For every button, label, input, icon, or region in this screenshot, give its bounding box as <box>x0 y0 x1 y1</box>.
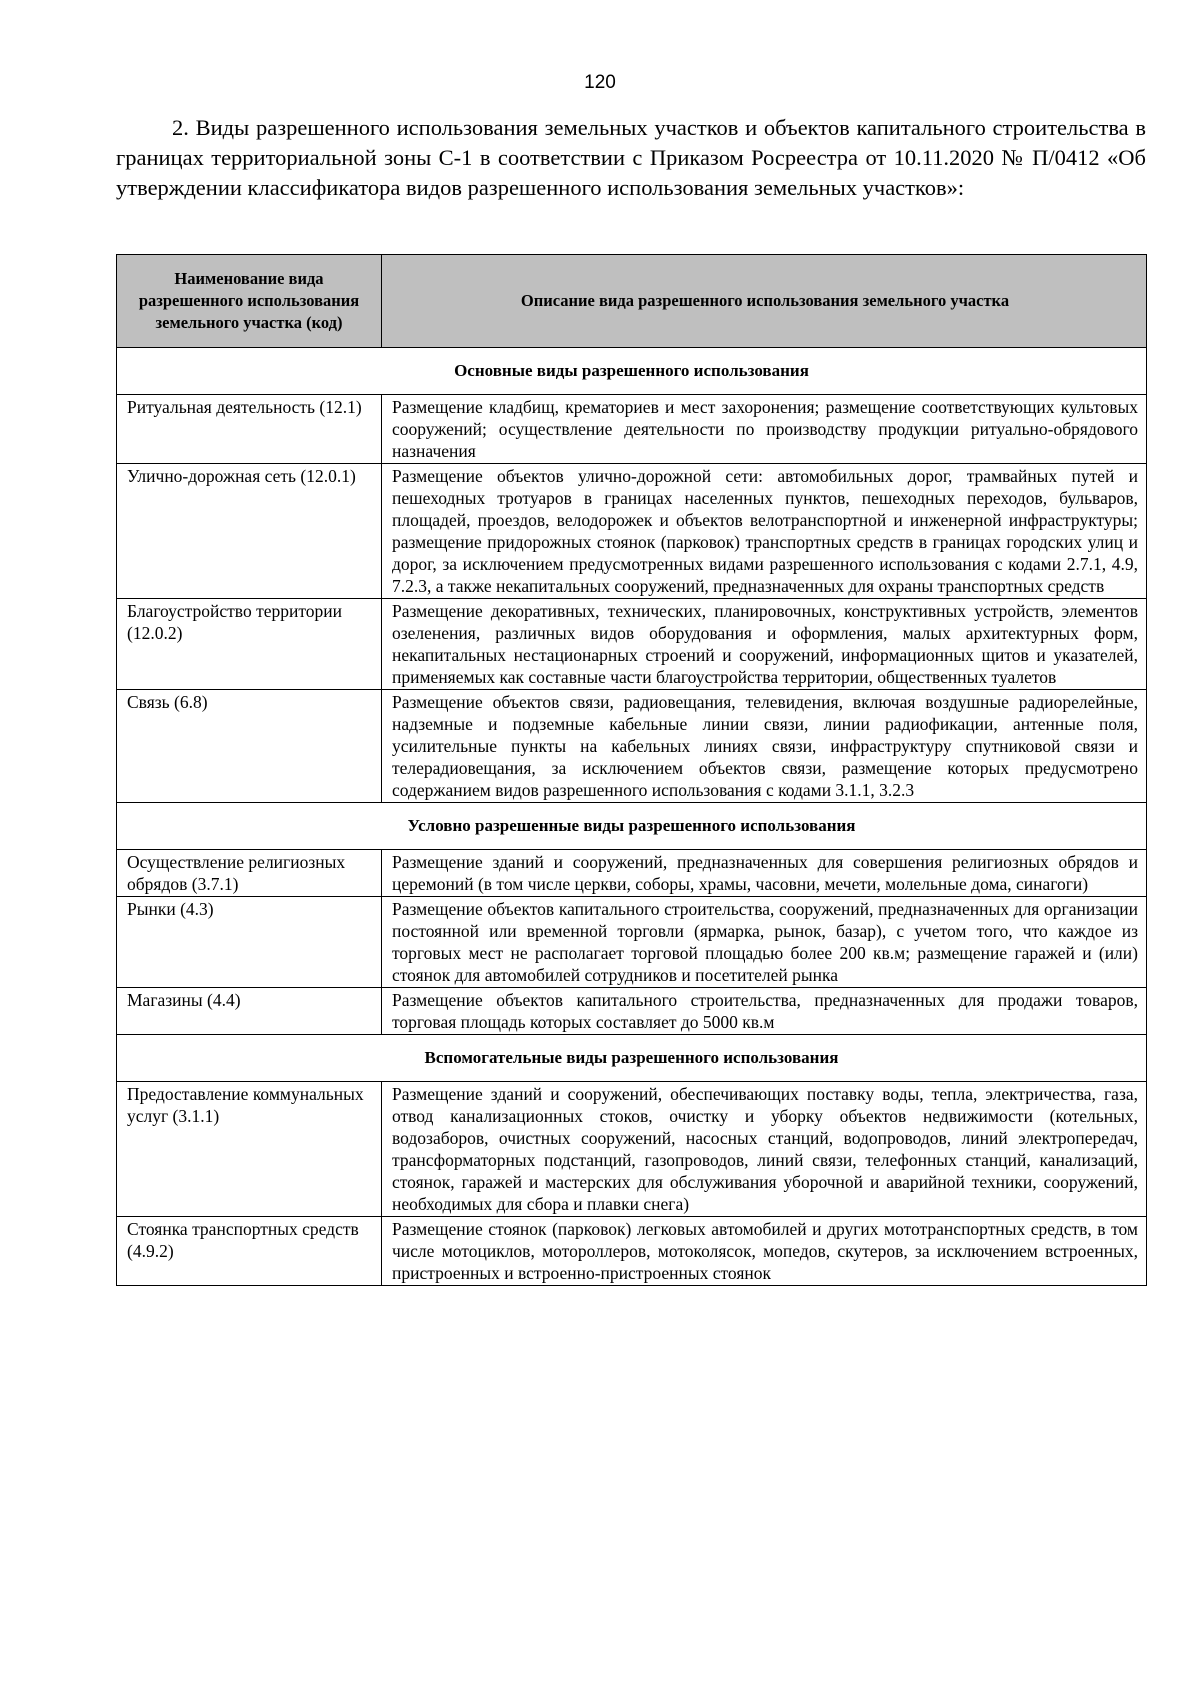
table-row <box>117 690 1147 803</box>
use-description: Размещение объектов улично-дорожной сети: автомобильных дорог, трамвайных путей и пешеходных тротуаров в границах населенных пунктов, пешеходных переходов, бульваров, площадей, проездов, велодорожек и объектов велотранспортной и инженерной инфраструктуры; размещение придорожных стоянок (парковок) транспортных средств в границах городских улиц и дорог, за исключением предусмотренных видами разрешенного использования с кодами 2.7.1, 4.9, 7.2.3, а также некапитальных сооружений, предназначенных для охраны транспортных средств <box>382 464 1147 599</box>
use-name: Стоянка транспортных средств (4.9.2) <box>117 1217 382 1286</box>
section-row-main <box>117 348 1147 395</box>
table-row <box>117 395 1147 464</box>
use-description: Размещение объектов капитального строительства, сооружений, предназначенных для организации постоянной или временной торговли (ярмарка, рынок, базар), с учетом того, что каждое из торговых мест не располагает торговой площадью более 200 кв.м; размещение гаражей и (или) стоянок для автомобилей сотрудников и посетителей рынка <box>382 897 1147 988</box>
table-row <box>117 897 1147 988</box>
use-name: Магазины (4.4) <box>117 988 382 1035</box>
use-name: Улично-дорожная сеть (12.0.1) <box>117 464 382 599</box>
use-description: Размещение стоянок (парковок) легковых автомобилей и других мототранспортных средств, в том числе мотоциклов, мотороллеров, мотоколясок, мопедов, скутеров, за исключением встроенных, пристроенных и встроенно-пристроенных стоянок <box>382 1217 1147 1286</box>
section-title: Условно разрешенные виды разрешенного использования <box>117 803 1147 850</box>
section-title: Вспомогательные виды разрешенного использования <box>117 1035 1147 1082</box>
table-body <box>117 348 1147 1286</box>
table-row <box>117 464 1147 599</box>
section-row-conditional <box>117 803 1147 850</box>
table-row <box>117 1082 1147 1217</box>
use-description: Размещение объектов капитального строительства, предназначенных для продажи товаров, торговая площадь которых составляет до 5000 кв.м <box>382 988 1147 1035</box>
header-name-column: Наименование вида разрешенного использования земельного участка (код) <box>117 255 382 348</box>
land-use-table <box>116 254 1147 1286</box>
table-row <box>117 599 1147 690</box>
use-name: Осуществление религиозных обрядов (3.7.1) <box>117 850 382 897</box>
use-name: Рынки (4.3) <box>117 897 382 988</box>
section-title: Основные виды разрешенного использования <box>117 348 1147 395</box>
use-name: Связь (6.8) <box>117 690 382 803</box>
table-row <box>117 988 1147 1035</box>
header-row <box>117 255 1147 348</box>
use-description: Размещение кладбищ, крематориев и мест захоронения; размещение соответствующих культовых сооружений; осуществление деятельности по производству продукции ритуально-обрядового назначения <box>382 395 1147 464</box>
use-name: Предоставление коммунальных услуг (3.1.1) <box>117 1082 382 1217</box>
table-header <box>117 255 1147 348</box>
header-description-column: Описание вида разрешенного использования земельного участка <box>382 255 1147 348</box>
use-description: Размещение зданий и сооружений, обеспечивающих поставку воды, тепла, электричества, газа, отвод канализационных стоков, очистку и уборку объектов недвижимости (котельных, водозаборов, очистных сооружений, насосных станций, водопроводов, линий электропередач, трансформаторных подстанций, газопроводов, линий связи, телефонных станций, канализаций, стоянок, гаражей и мастерских для обслуживания уборочной и аварийной техники, сооружений, необходимых для сбора и плавки снега) <box>382 1082 1147 1217</box>
table-row <box>117 1217 1147 1286</box>
use-description: Размещение зданий и сооружений, предназначенных для совершения религиозных обрядов и церемоний (в том числе церкви, соборы, храмы, часовни, мечети, молельные дома, синагоги) <box>382 850 1147 897</box>
use-description: Размещение декоративных, технических, планировочных, конструктивных устройств, элементов озеленения, различных видов оборудования и оформления, малых архитектурных форм, некапитальных нестационарных строений и сооружений, информационных щитов и указателей, применяемых как составные части благоустройства территории, общественных туалетов <box>382 599 1147 690</box>
page-number: 120 <box>584 72 616 93</box>
use-name: Благоустройство территории (12.0.2) <box>117 599 382 690</box>
use-name: Ритуальная деятельность (12.1) <box>117 395 382 464</box>
section-row-auxiliary <box>117 1035 1147 1082</box>
use-description: Размещение объектов связи, радиовещания, телевидения, включая воздушные радиорелейные, надземные и подземные кабельные линии связи, линии радиофикации, антенные поля, усилительные пункты на кабельных линиях связи, инфраструктуру спутниковой связи и телерадиовещания, за исключением объектов связи, размещение которых предусмотрено содержанием видов разрешенного использования с кодами 3.1.1, 3.2.3 <box>382 690 1147 803</box>
intro-paragraph: 2. Виды разрешенного использования земельных участков и объектов капитального строительства в границах территориальной зоны С-1 в соответствии с Приказом Росреестра от 10.11.2020 № П/0412 «Об утверждении классификатора видов разрешенного использования земельных участков»: <box>116 115 1146 200</box>
table-row <box>117 850 1147 897</box>
